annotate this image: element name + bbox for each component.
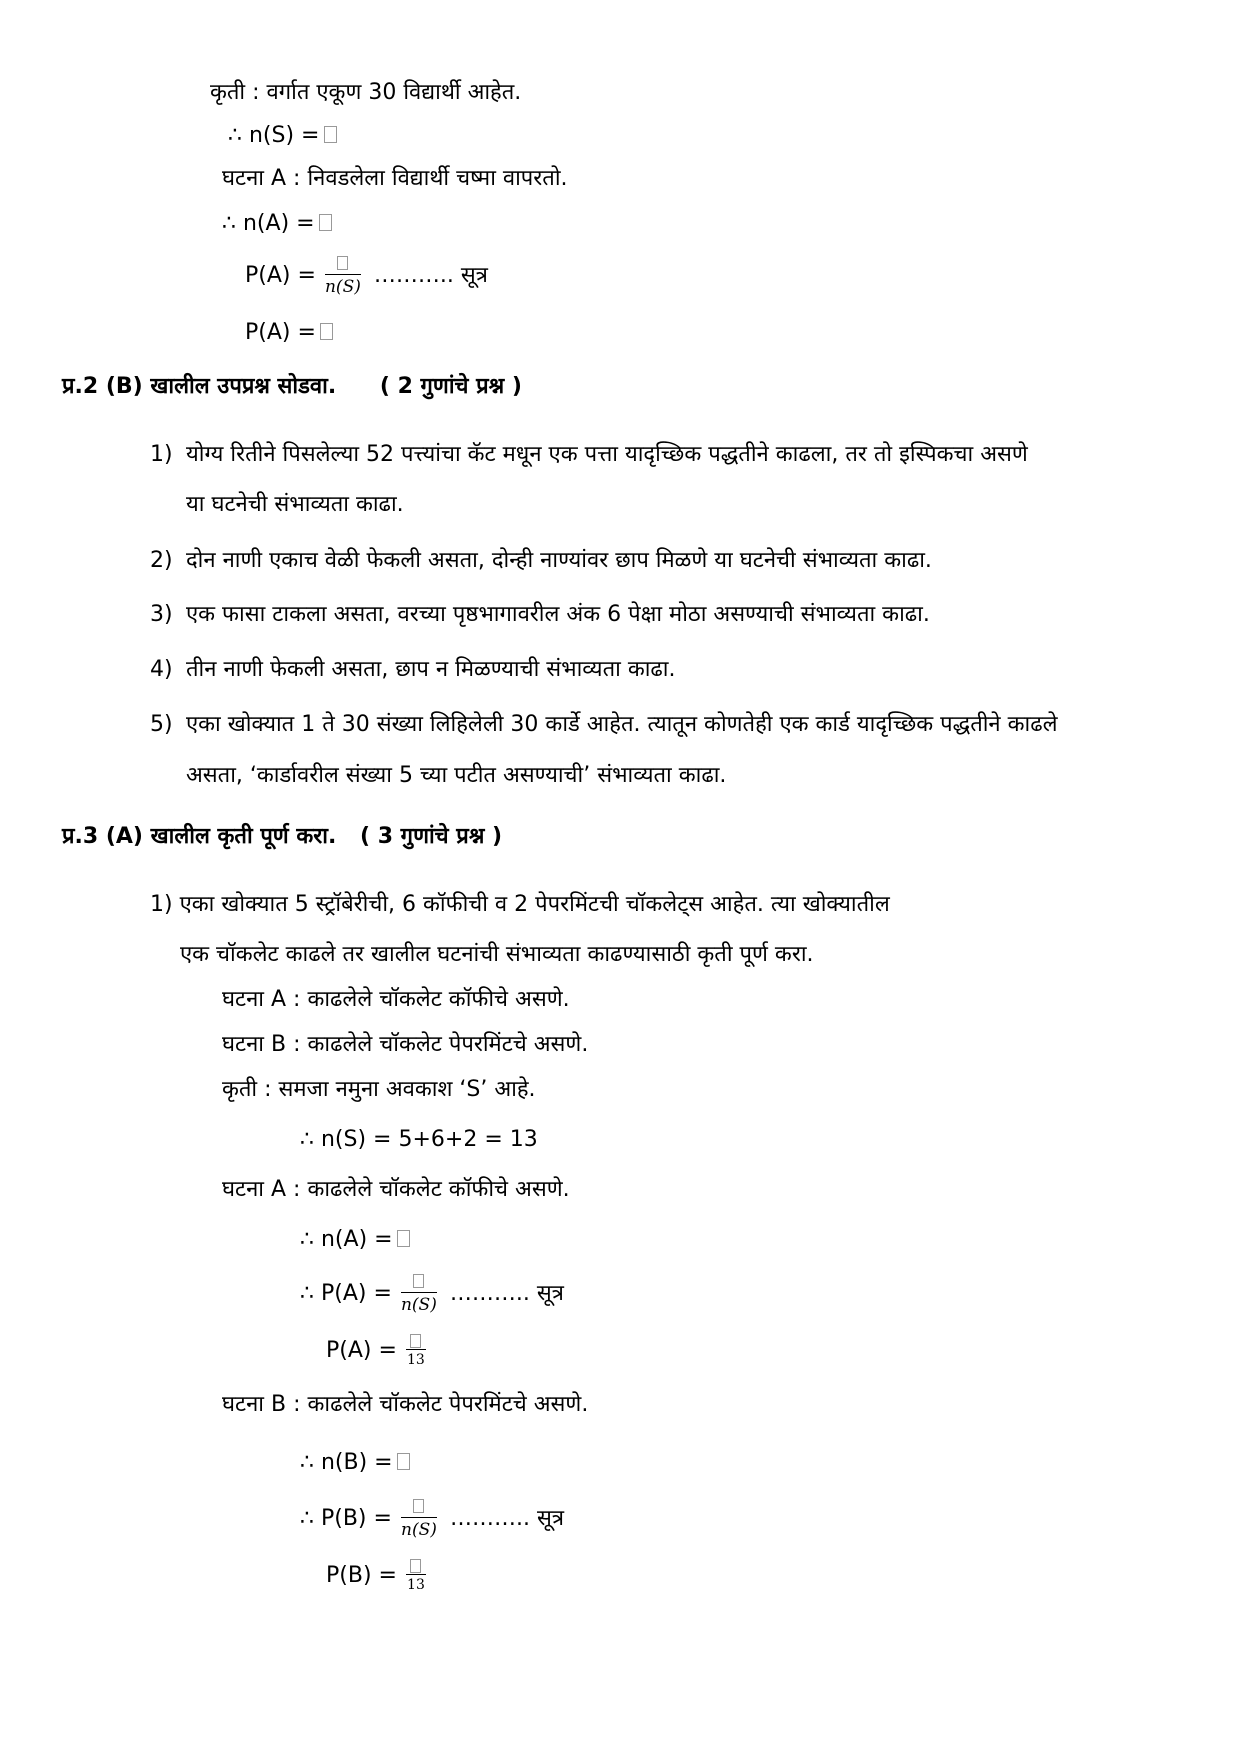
- event-b-text: घटना B : काढलेले चॉकलेट पेपरमिंटचे असणे.: [222, 1032, 589, 1057]
- list-item: [150, 710, 1058, 740]
- pa-final-label: P(A) =: [245, 320, 316, 345]
- na-line: [300, 1225, 410, 1255]
- pb-lhs: ∴ P(B) =: [300, 1506, 392, 1531]
- pa-denominator: n(S): [400, 1295, 437, 1315]
- pb-denominator: n(S): [401, 1520, 437, 1540]
- item-text: एका खोक्यात 1 ते 30 संख्या लिहिलेली 30 कार्डे आहेत. त्यातून कोणतेही एक कार्ड यादृच्छिक पद्धतीने काढले: [186, 712, 1058, 737]
- item-text: दोन नाणी एकाच वेळी फेकली असता, दोन्ही नाण्यांवर छाप मिळणे या घटनेची संभाव्यता काढा.: [186, 548, 932, 573]
- pa-final-fraction: [406, 1333, 426, 1369]
- pb-final-line: [326, 1558, 428, 1594]
- item-text-continued: असता, ‘कार्डावरील संख्या 5 च्या पटीत असण्याची’ संभाव्यता काढा.: [186, 763, 727, 788]
- q2b-heading: प्र.2 (B) खालील उपप्रश्न सोडवा.: [62, 374, 337, 399]
- pa-formula-line: [300, 1272, 564, 1316]
- list-item: [150, 440, 1028, 470]
- list-item: [150, 655, 676, 685]
- pa-lhs: P(A) =: [245, 263, 316, 288]
- answer-box: [413, 1499, 424, 1513]
- q3a-heading: प्र.3 (A) खालील कृती पूर्ण करा.: [62, 824, 337, 849]
- answer-box: [320, 323, 333, 340]
- answer-box: [410, 1559, 421, 1573]
- answer-box: [410, 1334, 421, 1348]
- item-number: 4): [150, 657, 173, 682]
- nb-line: [300, 1448, 410, 1478]
- dots: ………..: [373, 263, 454, 288]
- pb-final-denominator: 13: [407, 1577, 425, 1593]
- q3a-marks: ( 3 गुणांचे प्रश्न ): [360, 824, 503, 849]
- ns-label: ∴ n(S) =: [228, 123, 320, 148]
- pb-formula-line: [300, 1497, 564, 1541]
- q3a-heading-line: [62, 822, 502, 852]
- pb-fraction: [401, 1497, 437, 1541]
- pa-denominator: n(S): [324, 277, 361, 297]
- event-a-text: घटना A : काढलेले चॉकलेट कॉफीचे असणे.: [222, 987, 570, 1012]
- answer-box: [397, 1230, 410, 1247]
- answer-box: [319, 214, 332, 231]
- item-text: एक फासा टाकला असता, वरच्या पृष्ठभागावरील अंक 6 पेक्षा मोठा असण्याची संभाव्यता काढा.: [186, 602, 930, 627]
- q2b-marks: ( 2 गुणांचे प्रश्न ): [379, 374, 522, 399]
- pa-fraction: [401, 1272, 437, 1316]
- formula-label: सूत्र: [460, 263, 488, 288]
- q3a-intro-line2: एक चॉकलेट काढले तर खालील घटनांची संभाव्यता काढण्यासाठी कृती पूर्ण करा.: [180, 942, 814, 967]
- list-item: [150, 546, 932, 576]
- q3a-intro-line1: 1) एका खोक्यात 5 स्ट्रॉबेरीची, 6 कॉफीची व 2 पेपरमिंटची चॉकलेट्स आहेत. त्या खोक्यातील: [150, 892, 890, 917]
- item-number: 1): [150, 442, 173, 467]
- item-text: तीन नाणी फेकली असता, छाप न मिळण्याची संभाव्यता काढा.: [186, 657, 676, 682]
- answer-box: [413, 1274, 424, 1288]
- dots: ………..: [449, 1281, 530, 1306]
- event-b-text-repeat: घटना B : काढलेले चॉकलेट पेपरमिंटचे असणे.: [222, 1392, 589, 1417]
- item-number: 2): [150, 548, 173, 573]
- activity-text: कृती : समजा नमुना अवकाश ‘S’ आहे.: [222, 1077, 536, 1102]
- answer-box: [397, 1453, 410, 1470]
- dots: ………..: [449, 1506, 530, 1531]
- pa-final-denominator: 13: [407, 1352, 425, 1368]
- event-a-text: घटना A : निवडलेला विद्यार्थी चष्मा वापरतो.: [222, 166, 568, 191]
- pa-fraction: [325, 254, 361, 298]
- pa-formula-line: [245, 254, 488, 298]
- pb-final-fraction: [406, 1558, 426, 1594]
- nb-label: ∴ n(B) =: [300, 1450, 393, 1475]
- answer-box: [324, 126, 337, 143]
- event-a-text-repeat: घटना A : काढलेले चॉकलेट कॉफीचे असणे.: [222, 1177, 570, 1202]
- pa-final-line: [245, 318, 333, 348]
- formula-label: सूत्र: [536, 1506, 564, 1531]
- ns-line: [228, 121, 337, 151]
- na-label: ∴ n(A) =: [300, 1227, 393, 1252]
- na-label: ∴ n(A) =: [222, 211, 315, 236]
- item-text: योग्य रितीने पिसलेल्या 52 पत्त्यांचा कॅट मधून एक पत्ता यादृच्छिक पद्धतीने काढला, तर तो इस्पिकचा असणे: [186, 442, 1028, 467]
- pa-final-label: P(A) =: [326, 1338, 397, 1363]
- na-line: [222, 209, 332, 239]
- pb-final-label: P(B) =: [326, 1563, 397, 1588]
- item-number: 3): [150, 602, 173, 627]
- item-text-continued: या घटनेची संभाव्यता काढा.: [186, 492, 404, 517]
- answer-box: [337, 256, 348, 270]
- activity-text: कृती : वर्गात एकूण 30 विद्यार्थी आहेत.: [210, 80, 522, 105]
- pa-final-line: [326, 1333, 428, 1369]
- ns-line: ∴ n(S) = 5+6+2 = 13: [300, 1127, 538, 1152]
- q2b-heading-line: [62, 372, 522, 402]
- list-item: [150, 600, 930, 630]
- pa-lhs: ∴ P(A) =: [300, 1281, 392, 1306]
- item-number: 5): [150, 712, 173, 737]
- formula-label: सूत्र: [536, 1281, 564, 1306]
